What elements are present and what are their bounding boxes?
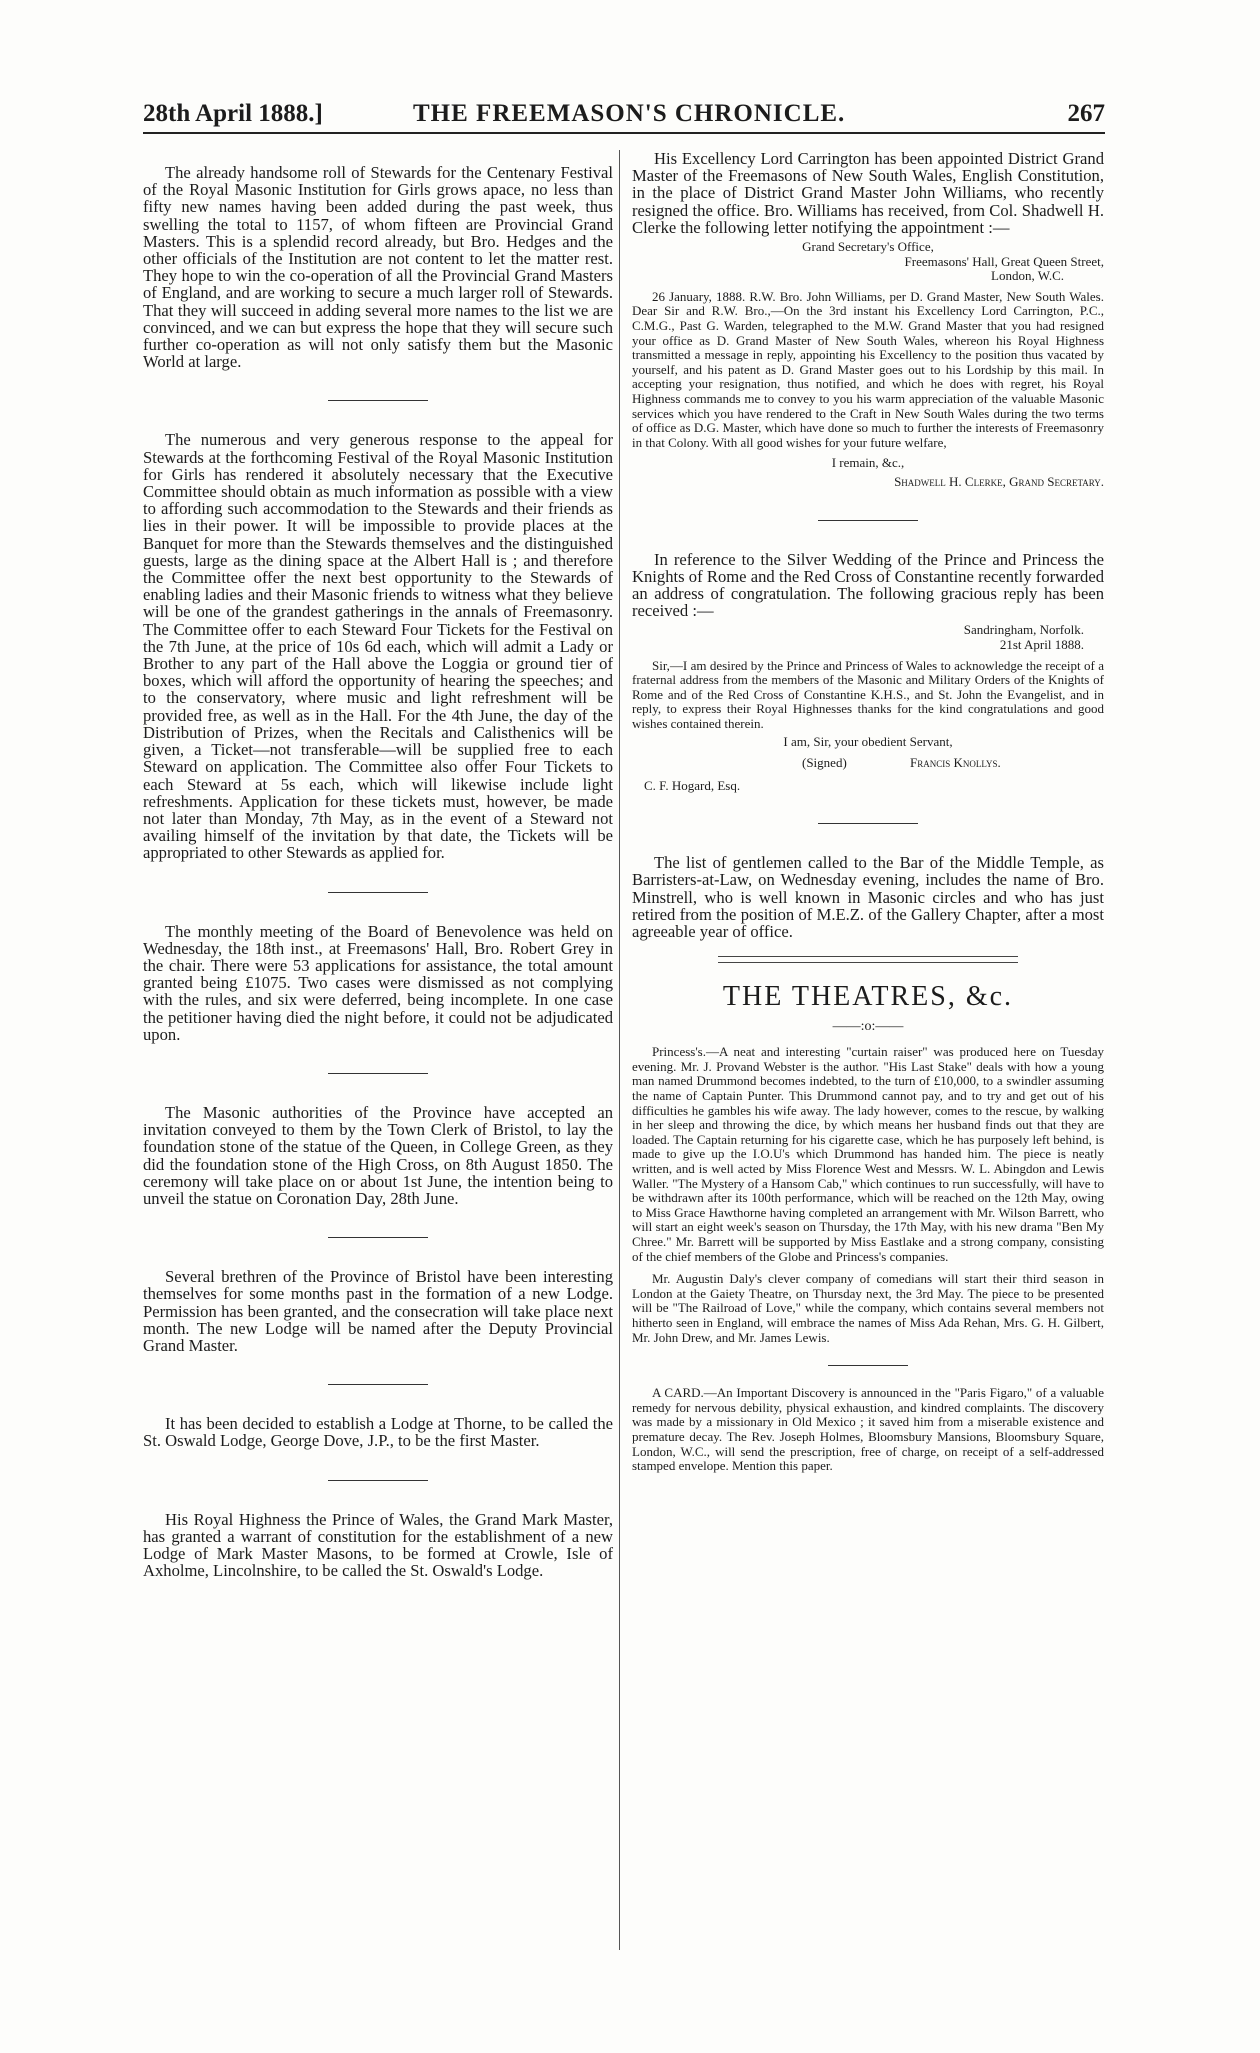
left-column (143, 150, 613, 1579)
separator (328, 400, 428, 401)
letter-body: 26 January, 1888. R.W. Bro. John Williams, per D. Grand Master, New South Wales. Dear Sir and R.W. Bro.,—On the 3rd instant his Excellency Lord Carrington, P.C., C.M.G., Past G. Warden, telegraphed to the M.W. Grand Master that you had resigned your office as D. Grand Master of New South Wales, whereon his Royal Highness transmitted a message in reply, appointing his Excellency to the position thus vacated by yourself, and his patent as D. Grand Master goes out to his Lordship by this mail. In accepting your resignation, thus notified, and which he does with regret, his Royal Highness commands me to convey to you his warm appreciation of the valuable Masonic services which you have rendered to the Craft in New South Wales during the two terms of office as D.G. Master, which have done so much to further the interests of Freemasonry in that Colony. With all good wishes for your future welfare, (632, 288, 1104, 450)
separator (818, 823, 918, 824)
separator (328, 1480, 428, 1481)
reply-place: Sandringham, Norfolk. (963, 622, 1084, 638)
letter-office: Grand Secretary's Office, (802, 239, 934, 255)
article-stewards-roll: The already handsome roll of Stewards for the Centenary Festival of the Royal Masonic Institution for Girls grows apace, no less than fifty new names having been added during the past week, thus swelling the total to 1157, of whom fifteen are Provincial Grand Masters. This is a splendid record already, but Bro. Hedges and the other officials of the Institution are not content to let the matter rest. They hope to win the co-operation of all the Provincial Grand Masters of England, and are working to secure a much larger roll of Stewards. That they will succeed in adding several more names to the list we are convinced, and we can but express the hope that they will secure such further co-operation as will not only satisfy them but the Masonic World at large. (143, 163, 613, 372)
article-bristol-lodge: Several brethren of the Province of Bristol have been interesting themselves for some months past in the formation of a new Lodge. Permission has been granted, and the consecration will take place next month. The new Lodge will be named after the Deputy Provincial Grand Master. (143, 1267, 613, 1355)
reply-name: Francis Knollys. (910, 755, 1001, 771)
theatre-princess: Princess's.—A neat and interesting "curtain raiser" was produced here on Tuesday evening. Mr. J. Provand Webster is the author. "His Last Stake" deals with how a young man named Drummond becomes indebted, to the turn of £10,000, to a swindler assuming the name of Captain Punter. This Drummond cannot pay, and to try and get out of his difficulties he gambles his wife away. The lady however, comes to the rescue, by walking in her sleep and throwing the dice, by which means her husband finds out that they are loaded. The Captain returning for his cigarette case, which he has purposely left behind, is made to give up the I.O.U's which Drummond has handed him. The piece is neatly written, and is well acted by Miss Florence West and Messrs. W. L. Abingdon and Lewis Waller. "The Mystery of a Hansom Cab," which continues to run successfully, will have to be withdrawn after its 100th performance, which will be reached on the 12th May, owing to Miss Grace Hawthorne having completed an arrangement with Mr. Wilson Barrett, who will start an eight week's season on Thursday, the 17th May, with his new drama "Ben My Chree." Mr. Barrett will be supported by Miss Eastlake and a strong company, consisting of the chief members of the Globe and Princess's companies. (632, 1044, 1104, 1264)
reply-date: 21st April 1888. (999, 636, 1084, 652)
separator (328, 892, 428, 893)
reply-body: Sir,—I am desired by the Prince and Princess of Wales to acknowledge the receipt of a fraternal address from the members of the Masonic and Military Orders of the Knights of Rome and of the Red Cross of Constantine K.H.S., and St. John the Evangelist, and in reply, to express their Royal Highnesses thanks for the kind congratulations and good wishes contained therein. (632, 657, 1104, 731)
letter-address-1: Freemasons' Hall, Great Queen Street, (904, 253, 1104, 269)
page-header (143, 100, 1105, 130)
separator (818, 520, 918, 521)
article-mark-lodge: His Royal Highness the Prince of Wales, the Grand Mark Master, has granted a warrant of constitution for the establishment of a new Lodge of Mark Master Masons, to be formed at Crowle, Isle of Axholme, Lincolnshire, to be called the St. Oswald's Lodge. (143, 1509, 613, 1581)
header-date: 28th April 1888.] (143, 100, 323, 127)
article-thorne-lodge: It has been decided to establish a Lodge at Thorne, to be called the St. Oswald Lodge, George Dove, J.P., to be the first Master. (143, 1414, 613, 1451)
separator (328, 1073, 428, 1074)
letter-address-2: London, W.C. (991, 268, 1064, 284)
reply-close: I am, Sir, your obedient Servant, (783, 734, 953, 750)
reply-signed: (Signed) (802, 755, 847, 771)
reply-recipient: C. F. Hogard, Esq. (644, 777, 741, 793)
letter-close: I remain, &c., (831, 455, 905, 471)
article-bristol-statue: The Masonic authorities of the Province have accepted an invitation conveyed to them by the Town Clerk of Bristol, to lay the foundation stone of the statue of the Queen, in College Green, as they did the foundation stone of the High Cross, on 8th August 1850. The ceremony will take place on or about 1st June, the intention being to unveil the statue on Coronation Day, 28th June. (143, 1102, 613, 1208)
header-title: THE FREEMASON'S CHRONICLE. (413, 100, 846, 127)
article-festival-tickets: The numerous and very generous response to the appeal for Stewards at the forthcoming Festival of the Royal Masonic Institution for Girls has rendered it absolutely necessary that the Executive Committee should obtain as much information as possible with a view to affording such accommodation to the Stewards and their friends as lies in their power. It will be impossible to provide places at the Banquet for more than the Stewards themselves and the distinguished guests, large as the dining space at the Albert Hall is ; and therefore the Committee offer the next best opportunity to the Stewards of enabling ladies and their Masonic friends to witness what they believe will be one of the grandest gatherings in the annals of Freemasonry. The Committee offer to each Steward Four Tickets for the Festival on the 7th June, at the price of 10s 6d each, which will admit a Lady or Brother to any part of the Hall above the Loggia or ground tier of boxes, which will afford the opportunity of hearing the speeches; and to the conservatory, where music and light refreshment will be provided free, as well as in the Hall. For the 4th June, the day of the Distribution of Prizes, when the Recitals and Calisthenics will be given, a Ticket—not transferable—will be supplied free to each Steward on application. The Committee also offer Four Tickets to each Steward at 5s each, which will likewise include light refreshments. Application for these tickets must, however, be made not later than Monday, 7th May, as in the event of a Steward not availing himself of the invitation by that date, the Tickets will be appropriated to other Stewards as applied for. (143, 430, 613, 863)
reply-signature-line (632, 756, 1104, 771)
article-middle-temple: The list of gentlemen called to the Bar of the Middle Temple, as Barristers-at-Law, on Wednesday evening, includes the name of Bro. Minstrell, who is well known in Masonic circles and who has just retired from the position of M.E.Z. of the Gallery Chapter, after a most agreeable year of office. (632, 853, 1104, 942)
advert-card: A CARD.—An Important Discovery is announced in the "Paris Figaro," of a valuable remedy for nervous debility, physical exhaustion, and kindred complaints. The discovery was made by a missionary in Old Mexico ; it saved him from a miserable existence and premature decay. The Rev. Joseph Holmes, Bloomsbury Mansions, Bloomsbury Square, London, W.C., will send the prescription, free of charge, on receipt of a self-addressed stamped envelope. Mention this paper. (632, 1385, 1104, 1474)
ornament: ——:o:—— (832, 1019, 904, 1035)
theatre-daly: Mr. Augustin Daly's clever company of comedians will start their third season in London at the Gaiety Theatre, on Thursday next, the 3rd May. The piece to be presented will be "The Railroad of Love," while the company, which contains several members not hitherto seen in England, will embrace the names of Miss Ada Rehan, Mrs. G. H. Gilbert, Mr. John Drew, and Mr. James Lewis. (632, 1271, 1104, 1345)
right-column (632, 150, 1104, 1474)
section-heading-theatres: THE THEATRES, &c. (722, 981, 1014, 1013)
separator (828, 1365, 908, 1366)
article-silver-wedding: In reference to the Silver Wedding of the Prince and Princess the Knights of Rome and the Red Cross of Constantine recently forwarded an address of congratulation. The following gracious reply has been received :— (632, 549, 1104, 621)
article-board-benevolence: The monthly meeting of the Board of Benevolence was held on Wednesday, the 18th inst., at Freemasons' Hall, Bro. Robert Grey in the chair. There were 53 applications for assistance, the total amount granted being £1075. Two cases were dismissed as not complying with the rules, and six were deferred, being incomplete. In one case the petitioner having died the night before, it could not be adjudicated upon. (143, 921, 613, 1044)
separator (328, 1237, 428, 1238)
header-rule (143, 132, 1105, 134)
article-carrington: His Excellency Lord Carrington has been appointed District Grand Master of the Freemasons of New South Wales, English Constitution, in the place of District Grand Master John Williams, who recently resigned the office. Bro. Williams has received, from Col. Shadwell H. Clerke the following letter notifying the appointment :— (632, 149, 1104, 237)
separator (328, 1384, 428, 1385)
column-divider (619, 150, 620, 1950)
page-number: 267 (1067, 100, 1105, 127)
letter-signature: Shadwell H. Clerke, Grand Secretary. (894, 473, 1104, 489)
double-rule (718, 956, 1018, 963)
